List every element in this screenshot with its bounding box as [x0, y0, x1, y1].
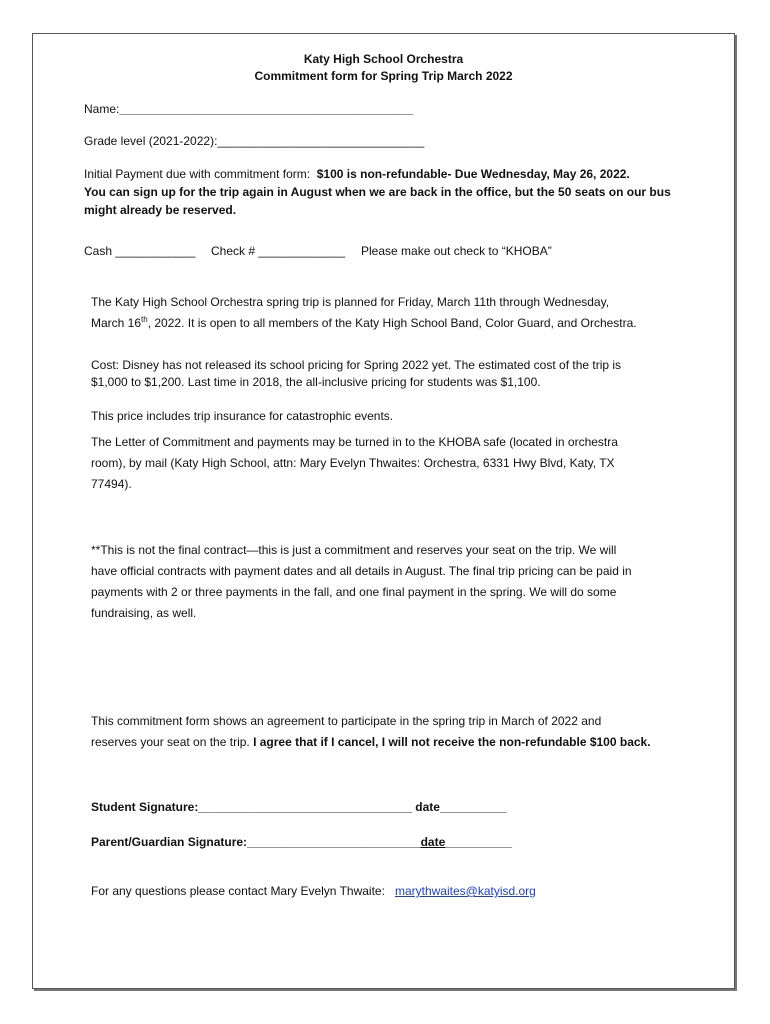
grade-field[interactable] [84, 133, 424, 149]
payment-line-3: might already be reserved. [84, 203, 237, 217]
parent-signature-blank[interactable]: __________________________ [247, 835, 421, 849]
check-note: Please make out check to “KHOBA” [361, 244, 552, 258]
payment-line-1 [84, 166, 630, 182]
cancel-clause: I agree that if I cancel, I will not receive the non-refundable $100 back. [253, 735, 651, 749]
name-field[interactable] [84, 101, 413, 117]
contract-line-4: fundraising, as well. [91, 606, 197, 620]
contract-line-3: payments with 2 or three payments in the fall, and one final payment in the spring. We will do some [91, 585, 617, 599]
contract-line-2: have official contracts with payment dates and all details in August. The final trip pricing can be paid in [91, 564, 632, 578]
contract-line-1: **This is not the final contract—this is just a commitment and reserves your seat on the trip. We will [91, 543, 617, 557]
contact-line [91, 883, 536, 899]
cost-line-2: $1,000 to $1,200. Last time in 2018, the all-inclusive pricing for students was $1,100. [91, 375, 541, 389]
student-date-label: date [415, 800, 440, 814]
agreement-line-2: reserves your seat on the trip. I agree that if I cancel, I will not receive the non-refundable $100 back. [91, 735, 651, 749]
check-label: Check # [211, 244, 256, 258]
name-blank[interactable]: ____________________________________________ [119, 102, 413, 116]
contact-email-link[interactable]: marythwaites@katyisd.org [394, 884, 536, 898]
trip-paragraph [91, 292, 671, 334]
document-subtitle: Commitment form for Spring Trip March 2022 [254, 69, 513, 83]
student-signature-label: Student Signature: [91, 800, 199, 814]
delivery-line-2: room), by mail (Katy High School, attn: Mary Evelyn Thwaites: Orchestra, 6331 Hwy Blvd, Katy, TX [91, 456, 615, 470]
payment-amount-due: $100 is non-refundable- Due Wednesday, May 26, 2022. [316, 167, 630, 181]
cash-blank[interactable]: ____________ [115, 244, 196, 258]
agreement-paragraph [91, 711, 671, 753]
check-field[interactable] [211, 243, 345, 259]
contract-paragraph [91, 540, 671, 624]
contact-text: For any questions please contact Mary Evelyn Thwaite: [91, 884, 385, 898]
cash-label: Cash [84, 244, 113, 258]
payment-intro: Initial Payment due with commitment form: [84, 167, 311, 181]
trip-line-1: The Katy High School Orchestra spring trip is planned for Friday, March 11th through Wednesday, [91, 295, 610, 309]
grade-blank[interactable]: _______________________________ [217, 134, 425, 148]
document-title: Katy High School Orchestra [303, 52, 464, 66]
check-blank[interactable]: _____________ [258, 244, 346, 258]
payment-line-2: You can sign up for the trip again in August when we are back in the office, but the 50 seats on our bus [84, 185, 671, 199]
delivery-line-3: 77494). [91, 477, 132, 491]
parent-date-label: date [420, 835, 446, 849]
cash-field[interactable] [84, 243, 195, 259]
delivery-paragraph [91, 432, 671, 495]
document-page [32, 33, 735, 989]
grade-label: Grade level (2021-2022): [84, 134, 218, 148]
trip-line-2: March 16th, 2022. It is open to all members of the Katy High School Band, Color Guard, and Orchestra. [91, 315, 637, 330]
cost-line-1: Cost: Disney has not released its school pricing for Spring 2022 yet. The estimated cost of the trip is [91, 358, 622, 372]
parent-date-blank[interactable]: __________ [445, 835, 512, 849]
parent-signature-field[interactable] [91, 834, 512, 850]
name-label: Name: [84, 102, 120, 116]
agreement-line-1: This commitment form shows an agreement to participate in the spring trip in March of 2022 and [91, 714, 602, 728]
insurance-line: This price includes trip insurance for catastrophic events. [91, 409, 394, 423]
student-signature-field[interactable] [91, 799, 507, 815]
student-signature-blank[interactable]: ________________________________ [198, 800, 412, 814]
delivery-line-1: The Letter of Commitment and payments may be turned in to the KHOBA safe (located in orchestra [91, 435, 618, 449]
parent-signature-label: Parent/Guardian Signature: [91, 835, 248, 849]
student-date-blank[interactable]: __________ [439, 800, 507, 814]
